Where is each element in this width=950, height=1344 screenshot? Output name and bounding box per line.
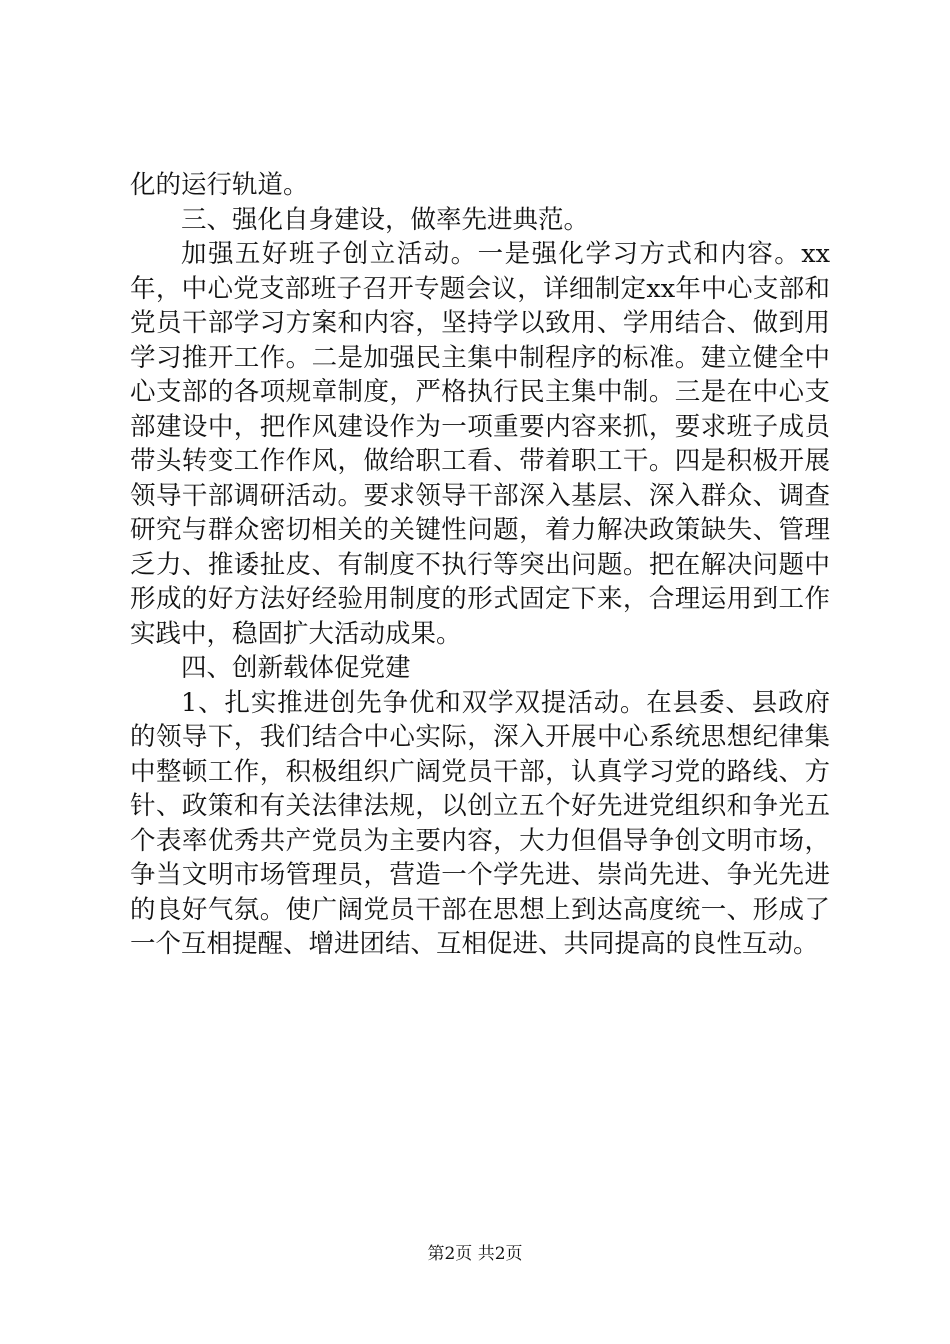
paragraph-section-4: 1、扎实推进创先争优和双学双提活动。在县委、县政府的领导下，我们结合中心实际，深入开展中心系统思想纪律集中整顿工作，积极组织广阔党员干部，认真学习党的路线、方针、政策和有关法律法规，以创立五个好先进党组织和争光五个表率优秀共产党员为主要内容，大力但倡导争创文明市场，争当文明市场管理员，营造一个学先进、崇尚先进、争光先进的良好气氛。使广阔党员干部在思想上到达高度统一、形成了一个互相提醒、增进团结、互相促进、共同提高的良性互动。 bbox=[130, 687, 830, 959]
section-heading-4: 四、创新载体促党建 bbox=[181, 653, 411, 683]
page-number-footer: 第2页 共2页 bbox=[427, 1244, 523, 1264]
paragraph-continuation: 化的运行轨道。 bbox=[130, 170, 309, 200]
document-body bbox=[130, 168, 830, 962]
paragraph-section-3: 加强五好班子创立活动。一是强化学习方式和内容。xx年，中心党支部班子召开专题会议，详细制定xx年中心支部和党员干部学习方案和内容，坚持学以致用、学用结合、做到用学习推开工作。二是加强民主集中制程序的标准。建立健全中心支部的各项规章制度，严格执行民主集中制。三是在中心支部建设中，把作风建设作为一项重要内容来抓，要求班子成员带头转变工作作风，做给职工看、带着职工干。四是积极开展领导干部调研活动。要求领导干部深入基层、深入群众、调查研究与群众密切相关的关键性问题，着力解决政策缺失、管理乏力、推诿扯皮、有制度不执行等突出问题。把在解决问题中形成的好方法好经验用制度的形式固定下来，合理运用到工作实践中，稳固扩大活动成果。 bbox=[130, 239, 830, 649]
section-heading-3: 三、强化自身建设，做率先进典范。 bbox=[181, 204, 590, 235]
